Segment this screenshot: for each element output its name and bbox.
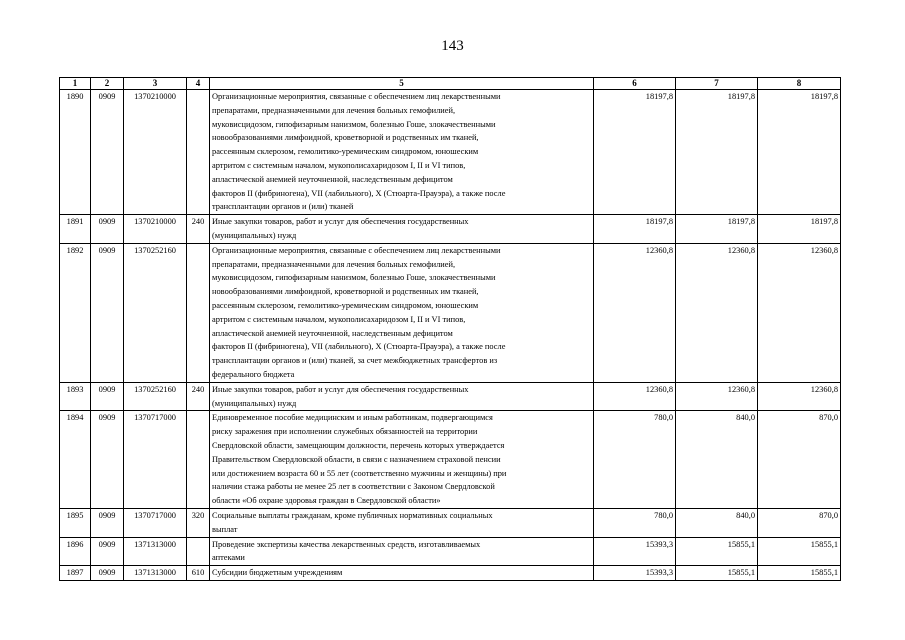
description-line: Субсидии бюджетным учреждениям: [212, 568, 343, 578]
column-header: 1: [60, 78, 91, 90]
amount-col7-cell: 840,0: [676, 411, 758, 509]
target-code-cell: 1370210000: [124, 215, 187, 244]
expense-type-cell: 320: [187, 508, 210, 537]
description-line: рассеянным склерозом, гемолитико-уремическим синдромом, юношеским: [212, 147, 479, 157]
table-row: [60, 243, 841, 382]
expense-type-cell: 240: [187, 382, 210, 411]
section-code-cell: 0909: [91, 243, 124, 382]
amount-col6-cell: 18197,8: [594, 90, 676, 215]
amount-col7-cell: 18197,8: [676, 90, 758, 215]
section-code-cell: 0909: [91, 411, 124, 509]
column-header: 7: [676, 78, 758, 90]
target-code-cell: 1370717000: [124, 508, 187, 537]
amount-col8-cell: 18197,8: [758, 215, 841, 244]
amount-col8-cell: 12360,8: [758, 382, 841, 411]
description-cell: [210, 508, 594, 537]
target-code-cell: 1371313000: [124, 566, 187, 581]
description-line: Социальные выплаты гражданам, кроме публичных нормативных социальных: [212, 510, 493, 520]
section-code-cell: 0909: [91, 90, 124, 215]
row-number-cell: 1890: [60, 90, 91, 215]
column-header: 8: [758, 78, 841, 90]
description-line: апластической анемией неуточненной, наследственным дефицитом: [212, 174, 453, 184]
description-line: Проведение экспертизы качества лекарственных средств, изготавливаемых: [212, 539, 481, 549]
description-line: новообразованиями лимфоидной, кроветворной и родственных им тканей,: [212, 133, 479, 143]
description-cell: [210, 411, 594, 509]
amount-col7-cell: 12360,8: [676, 243, 758, 382]
table-row: [60, 215, 841, 244]
row-number-cell: 1891: [60, 215, 91, 244]
description-line: факторов II (фибриногена), VII (лабильного), X (Стюарта-Прауэра), а также после: [212, 188, 506, 198]
description-line: рассеянным склерозом, гемолитико-уремическим синдромом, юношеским: [212, 300, 479, 310]
table-header-row: [60, 78, 841, 90]
description-cell: [210, 382, 594, 411]
amount-col6-cell: 780,0: [594, 508, 676, 537]
description-line: выплат: [212, 524, 238, 534]
description-line: апластической анемией неуточненной, наследственным дефицитом: [212, 328, 453, 338]
description-line: Свердловской области, замещающим должности, перечень которых утверждается: [212, 440, 505, 450]
column-header: 4: [187, 78, 210, 90]
description-cell: [210, 243, 594, 382]
expense-type-cell: 240: [187, 215, 210, 244]
description-line: Организационные мероприятия, связанные с обеспечением лиц лекарственными: [212, 92, 501, 101]
description-line: трансплантации органов и (или) тканей: [212, 202, 354, 212]
amount-col7-cell: 840,0: [676, 508, 758, 537]
section-code-cell: 0909: [91, 215, 124, 244]
description-line: препаратами, предназначенными для лечения больных гемофилией,: [212, 105, 456, 115]
section-code-cell: 0909: [91, 537, 124, 566]
amount-col8-cell: 18197,8: [758, 90, 841, 215]
description-line: федерального бюджета: [212, 369, 295, 379]
amount-col8-cell: 12360,8: [758, 243, 841, 382]
description-line: (муниципальных) нужд: [212, 230, 297, 240]
description-cell: [210, 566, 594, 581]
amount-col8-cell: 870,0: [758, 411, 841, 509]
description-line: артритом с системным началом, мукополисахаридозом I, II и VI типов,: [212, 314, 466, 324]
description-cell: [210, 215, 594, 244]
column-header: 2: [91, 78, 124, 90]
description-line: Иные закупки товаров, работ и услуг для обеспечения государственных: [212, 384, 469, 394]
description-line: риску заражения при исполнении служебных обязанностей на территории: [212, 427, 478, 437]
row-number-cell: 1897: [60, 566, 91, 581]
description-line: (муниципальных) нужд: [212, 398, 297, 408]
description-line: области «Об охране здоровья граждан в Свердловской области»: [212, 496, 441, 506]
section-code-cell: 0909: [91, 508, 124, 537]
target-code-cell: 1371313000: [124, 537, 187, 566]
column-header: 6: [594, 78, 676, 90]
description-cell: [210, 537, 594, 566]
description-line: или достижением возраста 60 и 55 лет (соответственно мужчины и женщины) при: [212, 468, 507, 478]
table-row: [60, 411, 841, 509]
table-row: [60, 537, 841, 566]
row-number-cell: 1892: [60, 243, 91, 382]
amount-col8-cell: 870,0: [758, 508, 841, 537]
amount-col6-cell: 18197,8: [594, 215, 676, 244]
expense-type-cell: [187, 90, 210, 215]
description-line: Организационные мероприятия, связанные с обеспечением лиц лекарственными: [212, 245, 501, 255]
expense-type-cell: [187, 411, 210, 509]
amount-col7-cell: 15855,1: [676, 537, 758, 566]
row-number-cell: 1893: [60, 382, 91, 411]
amount-col6-cell: 780,0: [594, 411, 676, 509]
row-number-cell: 1894: [60, 411, 91, 509]
page-number: 143: [441, 38, 464, 54]
amount-col8-cell: 15855,1: [758, 537, 841, 566]
target-code-cell: 1370717000: [124, 411, 187, 509]
expense-type-cell: [187, 243, 210, 382]
budget-table: [59, 77, 841, 581]
description-line: наличии стажа работы не менее 25 лет в соответствии с Законом Свердловской: [212, 482, 495, 492]
amount-col6-cell: 12360,8: [594, 382, 676, 411]
description-line: муковисцидозом, гипофизарным нанизмом, болезнью Гоше, злокачественными: [212, 119, 496, 129]
description-cell: [210, 90, 594, 215]
amount-col7-cell: 15855,1: [676, 566, 758, 581]
description-line: Единовременное пособие медицинским и иным работникам, подвергающимся: [212, 413, 493, 423]
table-row: [60, 382, 841, 411]
target-code-cell: 1370252160: [124, 382, 187, 411]
description-line: муковисцидозом, гипофизарным нанизмом, болезнью Гоше, злокачественными: [212, 273, 496, 283]
description-line: Иные закупки товаров, работ и услуг для обеспечения государственных: [212, 217, 469, 227]
amount-col7-cell: 18197,8: [676, 215, 758, 244]
description-line: факторов II (фибриногена), VII (лабильного), X (Стюарта-Прауэра), а также после: [212, 342, 506, 352]
amount-col6-cell: 15393,3: [594, 566, 676, 581]
table-row: [60, 566, 841, 581]
amount-col7-cell: 12360,8: [676, 382, 758, 411]
target-code-cell: 1370252160: [124, 243, 187, 382]
description-line: артритом с системным началом, мукополисахаридозом I, II и VI типов,: [212, 160, 466, 170]
description-line: аптеками: [212, 553, 245, 563]
row-number-cell: 1895: [60, 508, 91, 537]
column-header: 3: [124, 78, 187, 90]
section-code-cell: 0909: [91, 566, 124, 581]
section-code-cell: 0909: [91, 382, 124, 411]
amount-col6-cell: 12360,8: [594, 243, 676, 382]
target-code-cell: 1370210000: [124, 90, 187, 215]
expense-type-cell: [187, 537, 210, 566]
description-line: трансплантации органов и (или) тканей, за счет межбюджетных трансфертов из: [212, 356, 498, 366]
amount-col6-cell: 15393,3: [594, 537, 676, 566]
description-line: новообразованиями лимфоидной, кроветворной и родственных им тканей,: [212, 287, 479, 297]
amount-col8-cell: 15855,1: [758, 566, 841, 581]
description-line: препаратами, предназначенными для лечения больных гемофилией,: [212, 259, 456, 269]
table-row: [60, 508, 841, 537]
expense-type-cell: 610: [187, 566, 210, 581]
description-line: Правительством Свердловской области, в связи с назначением страховой пенсии: [212, 454, 501, 464]
row-number-cell: 1896: [60, 537, 91, 566]
table-row: [60, 90, 841, 215]
column-header: 5: [210, 78, 594, 90]
